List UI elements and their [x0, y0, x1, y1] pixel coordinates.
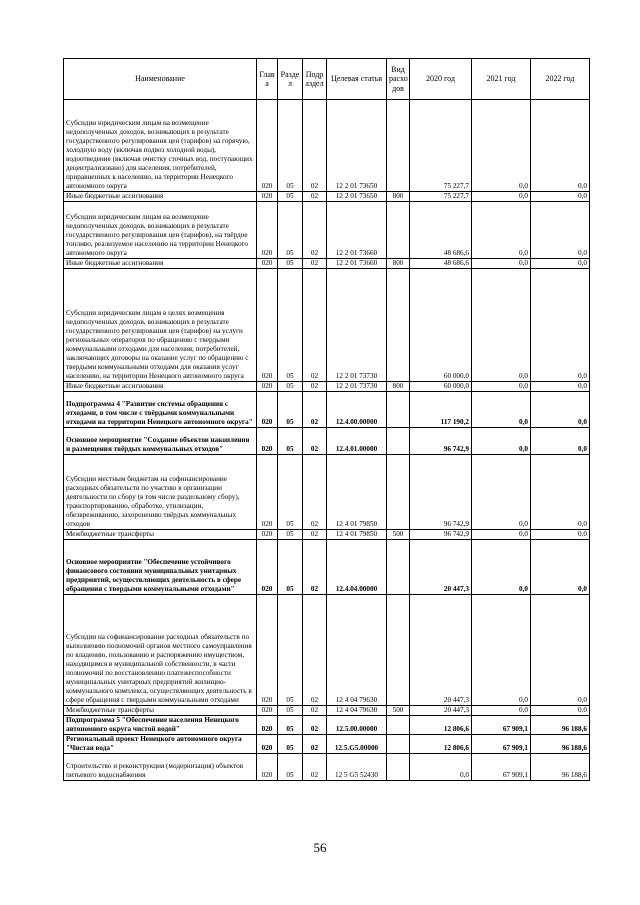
table-row [64, 754, 590, 781]
header-expense-type: Вид расхо дов [387, 59, 410, 100]
row-target-article: 12.5.G5.00000 [327, 735, 387, 754]
page-number: 56 [313, 840, 327, 855]
row-value-2021: 0,0 [472, 192, 531, 202]
row-value-2022: 0,0 [531, 382, 590, 392]
row-name: Субсидии юридическим лицам на возмещение недополученных доходов, возникающих в результате государственного регулирования цен (тарифов) на горячую, холодную воду (включая подвоз холодной воды), водоотведение (включая очистку сточных вод, поступающих децентрализовано) для населения, потребителей, приравненных к населению, на территории Ненецкого автономного округа [64, 100, 257, 192]
row-value-2020: 96 742,9 [410, 530, 472, 540]
row-name: Иные бюджетные ассигнования [64, 192, 257, 202]
header-2022: 2022 год [531, 59, 590, 100]
row-name: Региональный проект Ненецкого автономного округа "Чистая вода" [64, 735, 257, 754]
row-name: Основное мероприятие "Обеспечение устойчивого финансового состояния муниципальных унитарных предприятий, осуществляющих деятельность в сфере обращения с твердыми коммунальными отходами" [64, 540, 257, 595]
table-row [64, 530, 590, 540]
table-row [64, 269, 590, 382]
table-body [64, 100, 590, 781]
row-name: Подпрограмма 5 "Обеспечение населения Ненецкого автономного округа чистой водой" [64, 716, 257, 735]
row-value-2021: 0,0 [472, 595, 531, 706]
row-razdel: 05 [278, 735, 303, 754]
row-glava: 020 [257, 540, 278, 595]
row-target-article: 12.5.00.00000 [327, 716, 387, 735]
row-target-article: 12 2 01 73650 [327, 192, 387, 202]
row-value-2021: 67 909,1 [472, 735, 531, 754]
row-value-2020: 48 686,6 [410, 202, 472, 259]
row-glava: 020 [257, 530, 278, 540]
row-name: Основное мероприятие "Создание объектов накопления и размещения твёрдых коммунальных отходов" [64, 428, 257, 455]
row-expense-type [387, 100, 410, 192]
row-razdel: 05 [278, 192, 303, 202]
row-value-2020: 117 190,2 [410, 392, 472, 428]
row-value-2021: 0,0 [472, 382, 531, 392]
row-razdel: 05 [278, 428, 303, 455]
row-target-article: 12 2 01 73660 [327, 259, 387, 269]
row-target-article: 12 2 01 73660 [327, 202, 387, 259]
row-name: Субсидии на софинансирование расходных обязательств по выполнению полномочий органов местного самоуправления по владению, пользованию и распоряжению имуществом, находящимся в муниципальной собственности, в части полномочий по восстановлению платежеспособности муниципальных унитарных предприятий жилищно-коммунального комплекса, осуществляющих деятельность в сфере обращения с твердыми коммунальными отходами [64, 595, 257, 706]
row-value-2021: 0,0 [472, 530, 531, 540]
row-value-2021: 0,0 [472, 428, 531, 455]
table-row [64, 455, 590, 530]
row-glava: 020 [257, 706, 278, 716]
table-row [64, 392, 590, 428]
row-value-2021: 0,0 [472, 202, 531, 259]
row-target-article: 12.4.00.00000 [327, 392, 387, 428]
row-razdel: 05 [278, 530, 303, 540]
row-podrazdel: 02 [303, 716, 327, 735]
row-glava: 020 [257, 192, 278, 202]
row-razdel: 05 [278, 269, 303, 382]
row-podrazdel: 02 [303, 392, 327, 428]
row-glava: 020 [257, 716, 278, 735]
row-value-2020: 20 447,3 [410, 540, 472, 595]
row-podrazdel: 02 [303, 595, 327, 706]
row-expense-type: 500 [387, 706, 410, 716]
row-value-2022: 0,0 [531, 540, 590, 595]
row-expense-type [387, 540, 410, 595]
row-value-2020: 96 742,9 [410, 428, 472, 455]
row-glava: 020 [257, 100, 278, 192]
row-name: Субсидии местным бюджетам на софинансирование расходных обязательств по участию в организации деятельности по сбору (в том числе раздельному сбору), транспортированию, обработке, утилизации, обезвреживанию, захоронению твёрдых коммунальных отходов [64, 455, 257, 530]
row-glava: 020 [257, 392, 278, 428]
row-podrazdel: 02 [303, 735, 327, 754]
row-value-2022: 0,0 [531, 706, 590, 716]
table-row [64, 259, 590, 269]
row-name: Межбюджетные трансферты [64, 706, 257, 716]
header-2021: 2021 год [472, 59, 531, 100]
row-target-article: 12 4 04 79630 [327, 706, 387, 716]
header-target-article: Целевая статья [327, 59, 387, 100]
row-podrazdel: 02 [303, 706, 327, 716]
row-expense-type: 800 [387, 259, 410, 269]
table-row [64, 382, 590, 392]
row-name: Межбюджетные трансферты [64, 530, 257, 540]
row-value-2022: 0,0 [531, 428, 590, 455]
row-value-2020: 60 000,0 [410, 269, 472, 382]
row-expense-type: 800 [387, 382, 410, 392]
header-razdel: Разде л [278, 59, 303, 100]
budget-table-container [63, 58, 589, 781]
row-glava: 020 [257, 754, 278, 781]
row-glava: 020 [257, 595, 278, 706]
row-value-2022: 0,0 [531, 202, 590, 259]
row-target-article: 12 5 G5 52430 [327, 754, 387, 781]
row-razdel: 05 [278, 455, 303, 530]
row-value-2022: 0,0 [531, 192, 590, 202]
row-value-2021: 0,0 [472, 455, 531, 530]
row-podrazdel: 02 [303, 259, 327, 269]
row-name: Строительство и реконструкция (модернизация) объектов питьевого водоснабжения [64, 754, 257, 781]
row-expense-type [387, 202, 410, 259]
row-value-2020: 12 806,6 [410, 716, 472, 735]
row-podrazdel: 02 [303, 540, 327, 595]
row-glava: 020 [257, 259, 278, 269]
table-row [64, 100, 590, 192]
header-name: Наименование [64, 59, 257, 100]
table-header-row [64, 59, 590, 100]
row-expense-type [387, 754, 410, 781]
row-razdel: 05 [278, 259, 303, 269]
row-name: Иные бюджетные ассигнования [64, 259, 257, 269]
row-value-2020: 75 227,7 [410, 100, 472, 192]
row-target-article: 12 4 04 79630 [327, 595, 387, 706]
row-target-article: 12 2 01 73650 [327, 100, 387, 192]
row-value-2022: 96 188,6 [531, 735, 590, 754]
row-razdel: 05 [278, 706, 303, 716]
row-value-2022: 0,0 [531, 455, 590, 530]
row-value-2020: 96 742,9 [410, 455, 472, 530]
row-value-2020: 48 686,6 [410, 259, 472, 269]
row-value-2021: 0,0 [472, 392, 531, 428]
row-target-article: 12 2 01 73730 [327, 382, 387, 392]
row-value-2021: 67 909,1 [472, 716, 531, 735]
row-value-2022: 0,0 [531, 530, 590, 540]
row-value-2022: 0,0 [531, 392, 590, 428]
row-podrazdel: 02 [303, 202, 327, 259]
row-name: Субсидии юридическим лицам в целях возмещения недополученных доходов, возникающих в результате государственного регулирования цен (тарифов) на услуги региональных операторов по обращению с твердыми коммунальными отходами для населения, потребителей, заключающих договоры на оказание услуг по обращению с твердыми коммунальными отходами для оказания услуг населению, на территории Ненецкого автономного округа [64, 269, 257, 382]
row-value-2022: 0,0 [531, 269, 590, 382]
row-glava: 020 [257, 202, 278, 259]
row-name: Иные бюджетные ассигнования [64, 382, 257, 392]
row-value-2021: 0,0 [472, 540, 531, 595]
row-value-2021: 0,0 [472, 269, 531, 382]
table-row [64, 716, 590, 735]
row-razdel: 05 [278, 754, 303, 781]
row-podrazdel: 02 [303, 382, 327, 392]
row-expense-type: 500 [387, 530, 410, 540]
row-razdel: 05 [278, 595, 303, 706]
row-value-2020: 20 447,3 [410, 595, 472, 706]
row-expense-type [387, 392, 410, 428]
row-razdel: 05 [278, 382, 303, 392]
row-target-article: 12 2 01 73730 [327, 269, 387, 382]
row-podrazdel: 02 [303, 100, 327, 192]
row-name: Субсидии юридическим лицам на возмещение недополученных доходов, возникающих в результате государственного регулирования цен (тарифов), на твёрдое топливо, реализуемое населению на территории Ненецкого автономного округа [64, 202, 257, 259]
row-podrazdel: 02 [303, 192, 327, 202]
row-name: Подпрограмма 4 "Развитие системы обращения с отходами, в том числе с твёрдыми коммунальными отходами на территории Ненецкого автономного округа" [64, 392, 257, 428]
budget-table [63, 58, 590, 781]
row-razdel: 05 [278, 202, 303, 259]
row-value-2022: 96 188,6 [531, 754, 590, 781]
row-expense-type [387, 735, 410, 754]
row-glava: 020 [257, 735, 278, 754]
row-value-2021: 0,0 [472, 259, 531, 269]
table-row [64, 735, 590, 754]
row-podrazdel: 02 [303, 428, 327, 455]
row-value-2022: 0,0 [531, 100, 590, 192]
row-podrazdel: 02 [303, 530, 327, 540]
row-razdel: 05 [278, 540, 303, 595]
row-glava: 020 [257, 455, 278, 530]
row-value-2022: 96 188,6 [531, 716, 590, 735]
row-target-article: 12.4.01.00000 [327, 428, 387, 455]
table-row [64, 540, 590, 595]
header-2020: 2020 год [410, 59, 472, 100]
row-value-2022: 0,0 [531, 595, 590, 706]
row-value-2020: 20 447,3 [410, 706, 472, 716]
row-razdel: 05 [278, 716, 303, 735]
row-target-article: 12 4 01 79850 [327, 455, 387, 530]
table-row [64, 428, 590, 455]
row-razdel: 05 [278, 100, 303, 192]
row-podrazdel: 02 [303, 269, 327, 382]
row-value-2020: 12 806,6 [410, 735, 472, 754]
table-row [64, 202, 590, 259]
header-podrazdel: Подр аздел [303, 59, 327, 100]
row-expense-type [387, 595, 410, 706]
row-glava: 020 [257, 428, 278, 455]
row-glava: 020 [257, 382, 278, 392]
row-value-2020: 60 000,0 [410, 382, 472, 392]
row-expense-type [387, 428, 410, 455]
table-row [64, 595, 590, 706]
row-value-2021: 0,0 [472, 100, 531, 192]
row-value-2021: 67 909,1 [472, 754, 531, 781]
row-expense-type [387, 716, 410, 735]
row-value-2022: 0,0 [531, 259, 590, 269]
row-value-2020: 0,0 [410, 754, 472, 781]
row-razdel: 05 [278, 392, 303, 428]
row-podrazdel: 02 [303, 754, 327, 781]
row-value-2020: 75 227,7 [410, 192, 472, 202]
row-glava: 020 [257, 269, 278, 382]
row-target-article: 12 4 01 79850 [327, 530, 387, 540]
row-expense-type [387, 269, 410, 382]
table-row [64, 192, 590, 202]
row-value-2021: 0,0 [472, 706, 531, 716]
row-target-article: 12.4.04.00000 [327, 540, 387, 595]
row-expense-type: 800 [387, 192, 410, 202]
header-glava: Глав а [257, 59, 278, 100]
table-row [64, 706, 590, 716]
row-expense-type [387, 455, 410, 530]
row-podrazdel: 02 [303, 455, 327, 530]
